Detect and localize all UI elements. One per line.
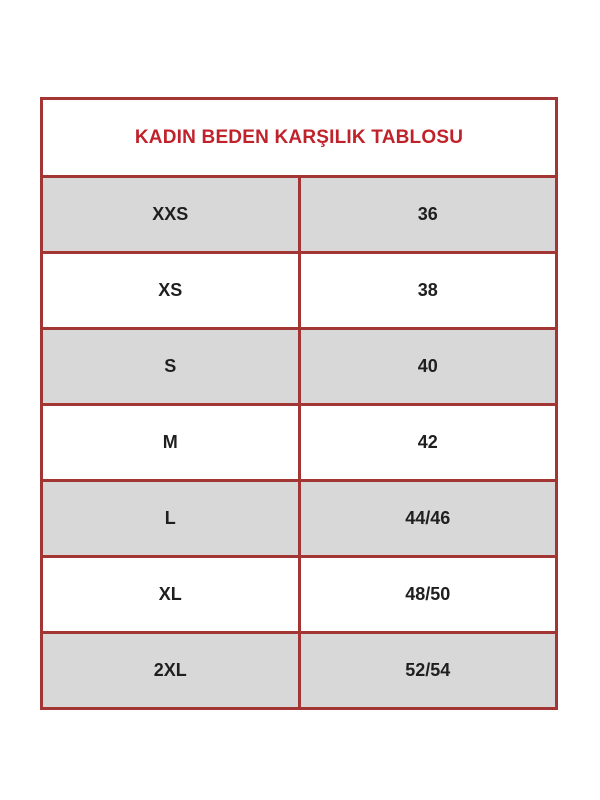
size-value-cell: 48/50	[299, 557, 557, 633]
size-value-cell: 42	[299, 405, 557, 481]
size-value-cell: 38	[299, 253, 557, 329]
size-label-cell: XS	[42, 253, 300, 329]
title-row	[42, 99, 557, 177]
table-row	[42, 253, 557, 329]
table-row	[42, 633, 557, 709]
size-value-cell: 40	[299, 329, 557, 405]
table-row	[42, 481, 557, 557]
table-title: KADIN BEDEN KARŞILIK TABLOSU	[42, 99, 557, 177]
size-label-cell: M	[42, 405, 300, 481]
size-label-cell: XXS	[42, 177, 300, 253]
size-value-cell: 44/46	[299, 481, 557, 557]
table-row	[42, 329, 557, 405]
size-label-cell: L	[42, 481, 300, 557]
table-row	[42, 177, 557, 253]
size-chart-table	[40, 97, 558, 710]
table-row	[42, 405, 557, 481]
size-label-cell: S	[42, 329, 300, 405]
size-value-cell: 36	[299, 177, 557, 253]
size-value-cell: 52/54	[299, 633, 557, 709]
size-label-cell: XL	[42, 557, 300, 633]
size-label-cell: 2XL	[42, 633, 300, 709]
table-row	[42, 557, 557, 633]
